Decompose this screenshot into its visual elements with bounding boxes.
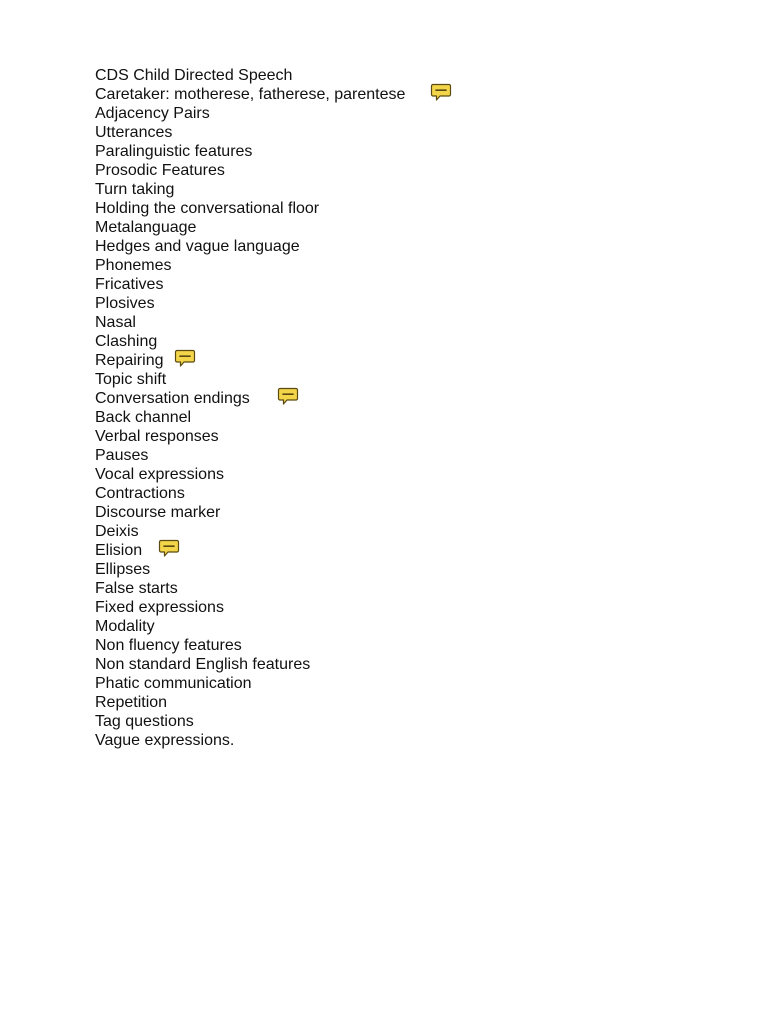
list-item xyxy=(95,522,405,541)
list-item xyxy=(95,85,405,104)
term-list xyxy=(95,66,405,750)
term-text: Turn taking xyxy=(95,181,175,198)
term-text: Adjacency Pairs xyxy=(95,105,210,122)
term-text: Phatic communication xyxy=(95,675,252,692)
list-item xyxy=(95,389,405,408)
term-text: Caretaker: motherese, fatherese, parentese xyxy=(95,86,406,103)
list-item xyxy=(95,446,405,465)
comment-icon[interactable] xyxy=(158,537,180,559)
list-item xyxy=(95,617,405,636)
list-item xyxy=(95,256,405,275)
list-item xyxy=(95,484,405,503)
term-text: Elision xyxy=(95,542,143,559)
term-text: Conversation endings xyxy=(95,390,250,407)
term-text: Modality xyxy=(95,618,155,635)
list-item xyxy=(95,541,405,560)
term-text: Vague expressions. xyxy=(95,732,235,749)
comment-icon[interactable] xyxy=(430,81,452,103)
term-text: Vocal expressions xyxy=(95,466,224,483)
term-text: Phonemes xyxy=(95,257,172,274)
list-item xyxy=(95,104,405,123)
comment-icon[interactable] xyxy=(277,385,299,407)
term-text: Non standard English features xyxy=(95,656,311,673)
term-text: Deixis xyxy=(95,523,139,540)
term-text: Nasal xyxy=(95,314,136,331)
comment-icon[interactable] xyxy=(174,347,196,369)
term-text: Pauses xyxy=(95,447,149,464)
term-text: Ellipses xyxy=(95,561,151,578)
list-item xyxy=(95,693,405,712)
list-item xyxy=(95,332,405,351)
term-text: Metalanguage xyxy=(95,219,197,236)
term-text: Verbal responses xyxy=(95,428,219,445)
list-item xyxy=(95,731,405,750)
term-text: Fixed expressions xyxy=(95,599,224,616)
term-text: Non fluency features xyxy=(95,637,242,654)
term-text: Paralinguistic features xyxy=(95,143,253,160)
list-item xyxy=(95,218,405,237)
term-text: Topic shift xyxy=(95,371,167,388)
term-text: Utterances xyxy=(95,124,173,141)
term-text: Hedges and vague language xyxy=(95,238,300,255)
list-item xyxy=(95,351,405,370)
list-item xyxy=(95,313,405,332)
list-item xyxy=(95,199,405,218)
list-item xyxy=(95,598,405,617)
term-text: Holding the conversational floor xyxy=(95,200,320,217)
list-item xyxy=(95,237,405,256)
term-text: False starts xyxy=(95,580,178,597)
term-text: Plosives xyxy=(95,295,155,312)
list-item xyxy=(95,370,405,389)
term-text: Back channel xyxy=(95,409,192,426)
list-item xyxy=(95,579,405,598)
list-item xyxy=(95,66,405,85)
term-text: Repetition xyxy=(95,694,168,711)
term-text: CDS Child Directed Speech xyxy=(95,67,293,84)
list-item xyxy=(95,636,405,655)
list-item xyxy=(95,712,405,731)
list-item xyxy=(95,180,405,199)
list-item xyxy=(95,465,405,484)
list-item xyxy=(95,503,405,522)
term-text: Prosodic Features xyxy=(95,162,225,179)
list-item xyxy=(95,294,405,313)
list-item xyxy=(95,275,405,294)
term-text: Tag questions xyxy=(95,713,194,730)
list-item xyxy=(95,123,405,142)
term-text: Contractions xyxy=(95,485,185,502)
list-item xyxy=(95,142,405,161)
term-text: Discourse marker xyxy=(95,504,221,521)
list-item xyxy=(95,674,405,693)
list-item xyxy=(95,655,405,674)
list-item xyxy=(95,408,405,427)
term-text: Repairing xyxy=(95,352,164,369)
list-item xyxy=(95,560,405,579)
list-item xyxy=(95,427,405,446)
term-text: Clashing xyxy=(95,333,158,350)
list-item xyxy=(95,161,405,180)
term-text: Fricatives xyxy=(95,276,164,293)
